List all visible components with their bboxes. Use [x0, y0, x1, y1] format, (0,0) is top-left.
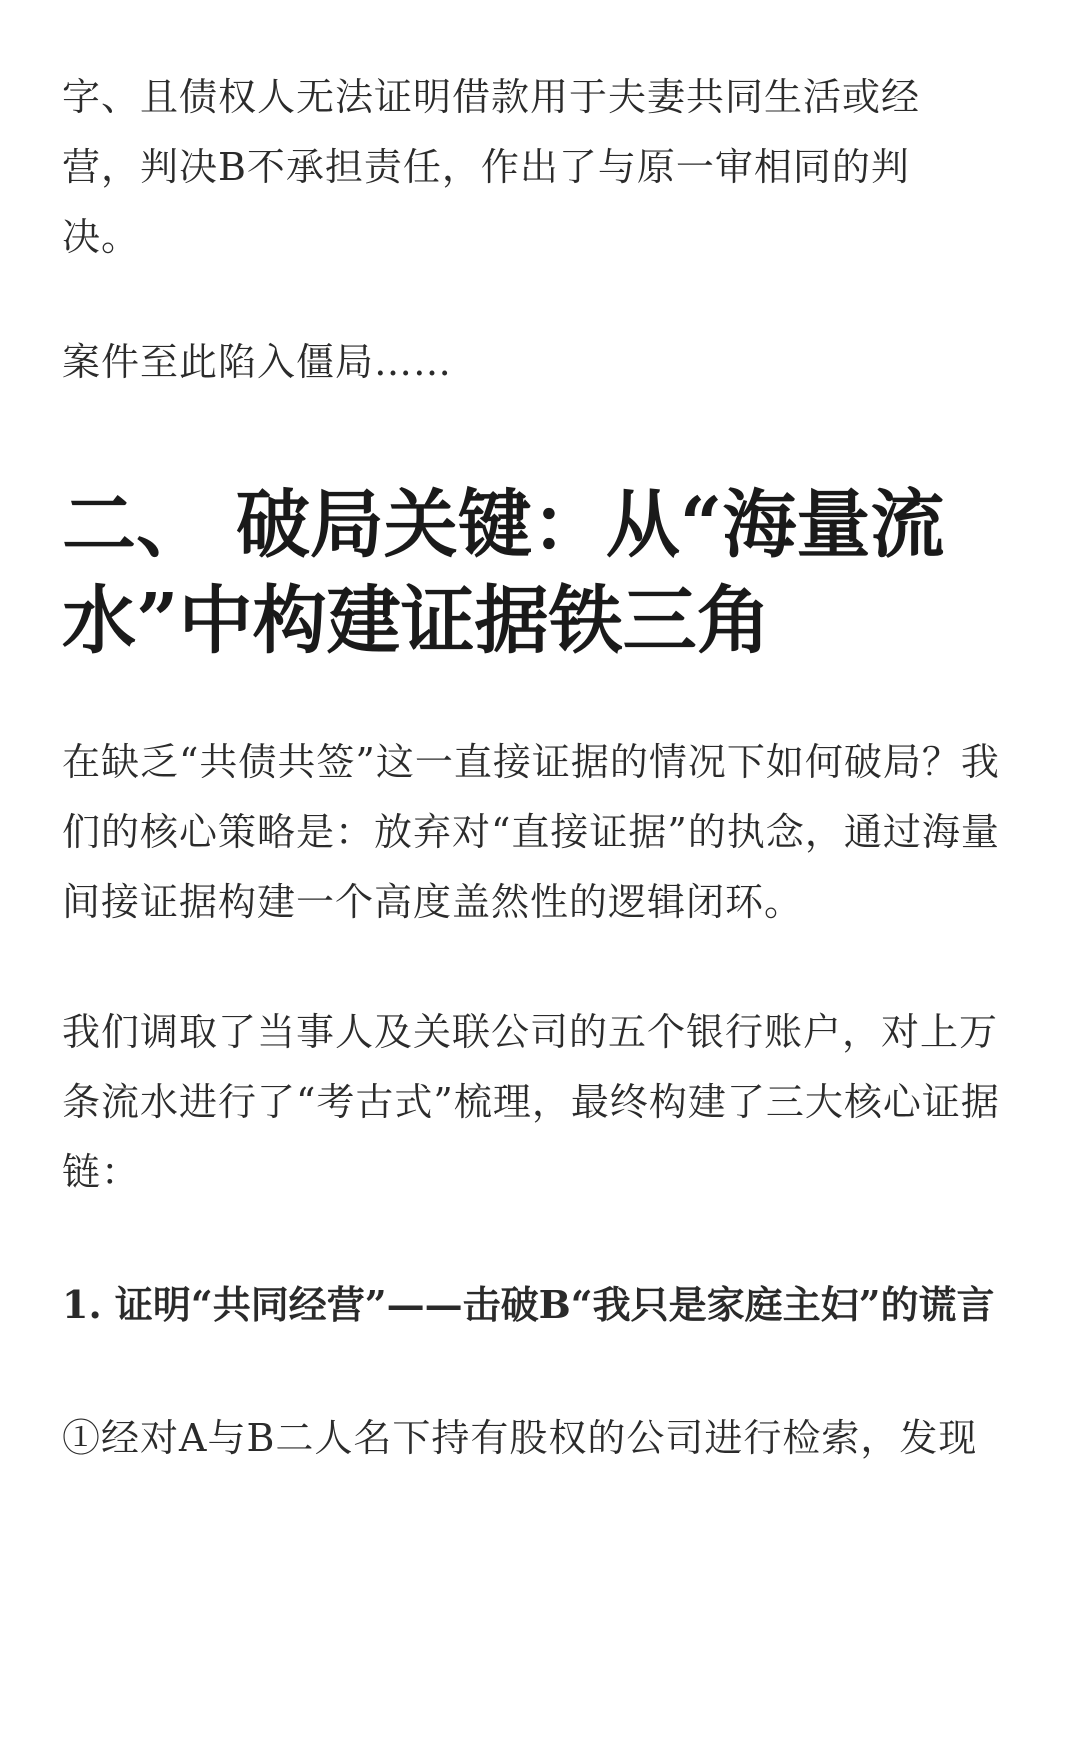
- paragraph-judgment-summary: 字、且债权人无法证明借款用于夫妻共同生活或经营，判决B不承担责任，作出了与原一审相同的判决。: [62, 75, 921, 259]
- paragraph-deadlock: 案件至此陷入僵局……: [62, 340, 453, 384]
- paragraph-evidence-chains: 我们调取了当事人及关联公司的五个银行账户，对上万条流水进行了“考古式”梳理，最终构建了三大核心证据链：: [62, 1010, 1000, 1194]
- paragraph-core-strategy: 在缺乏“共债共签”这一直接证据的情况下如何破局？我们的核心策略是：放弃对“直接证据”的执念，通过海量间接证据构建一个高度盖然性的逻辑闭环。: [62, 740, 1000, 924]
- paragraph-company-search: ①经对A与B二人名下持有股权的公司进行检索，发现: [62, 1416, 978, 1460]
- sub-heading-joint-operation: 1. 证明“共同经营”——击破B“我只是家庭主妇”的谎言: [62, 1282, 995, 1327]
- section-heading: 二、 破局关键：从“海量流水”中构建证据铁三角: [62, 482, 945, 664]
- article-body: [62, 62, 1022, 1473]
